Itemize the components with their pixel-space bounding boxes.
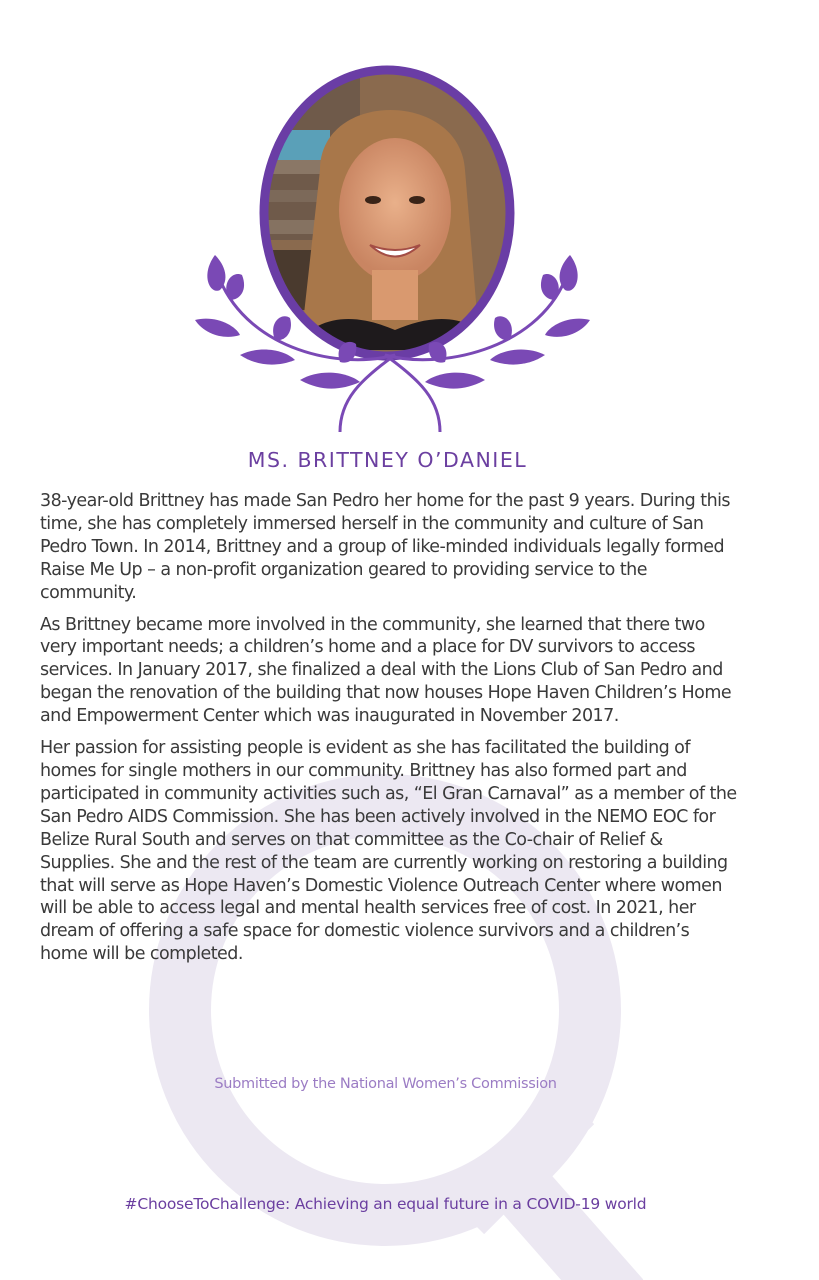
portrait-photo [250,60,530,380]
profile-bio [40,490,740,975]
portrait-frame [190,50,630,440]
bio-paragraph-2: As Brittney became more involved in the community, she learned that there two very important needs; a children’s home and a place for DV survivors to access services. In January 2017, she finalized a deal with the Lions Club of San Pedro and began the renovation of the building that now houses Hope Haven Children’s Home and Empowerment Center which was inaugurated in November 2017. [40,614,732,727]
profile-name: MS. BRITTNEY O’DANIEL [247,448,528,472]
footer-tagline: #ChooseToChallenge: Achieving an equal future in a COVID-19 world [124,1195,647,1213]
bio-paragraph-3: Her passion for assisting people is evident as she has facilitated the building of homes for single mothers in our community. Brittney has also formed part and participated in community activities such as, “El Gran Carnaval” as a member of the San Pedro AIDS Commission. She has been actively involved in the NEMO EOC for Belize Rural South and serves on that committee as the Co-chair of Relief & Supplies. She and the rest of the team are currently working on restoring a building that will serve as Hope Haven’s Domestic Violence Outreach Center where women will be able to access legal and mental health services free of cost. In 2021, her dream of offering a safe space for domestic violence survivors and a children’s home will be completed. [40,738,737,965]
laurel-wreath-icon [190,50,630,440]
credit-line: Submitted by the National Women’s Commission [214,1076,557,1092]
bio-paragraph-1: 38-year-old Brittney has made San Pedro her home for the past 9 years. During this time, she has completely immersed herself in the community and culture of San Pedro Town. In 2014, Brittney and a group of like-minded individuals legally formed Raise Me Up – a non-profit organization geared to providing service to the community. [40,491,730,603]
